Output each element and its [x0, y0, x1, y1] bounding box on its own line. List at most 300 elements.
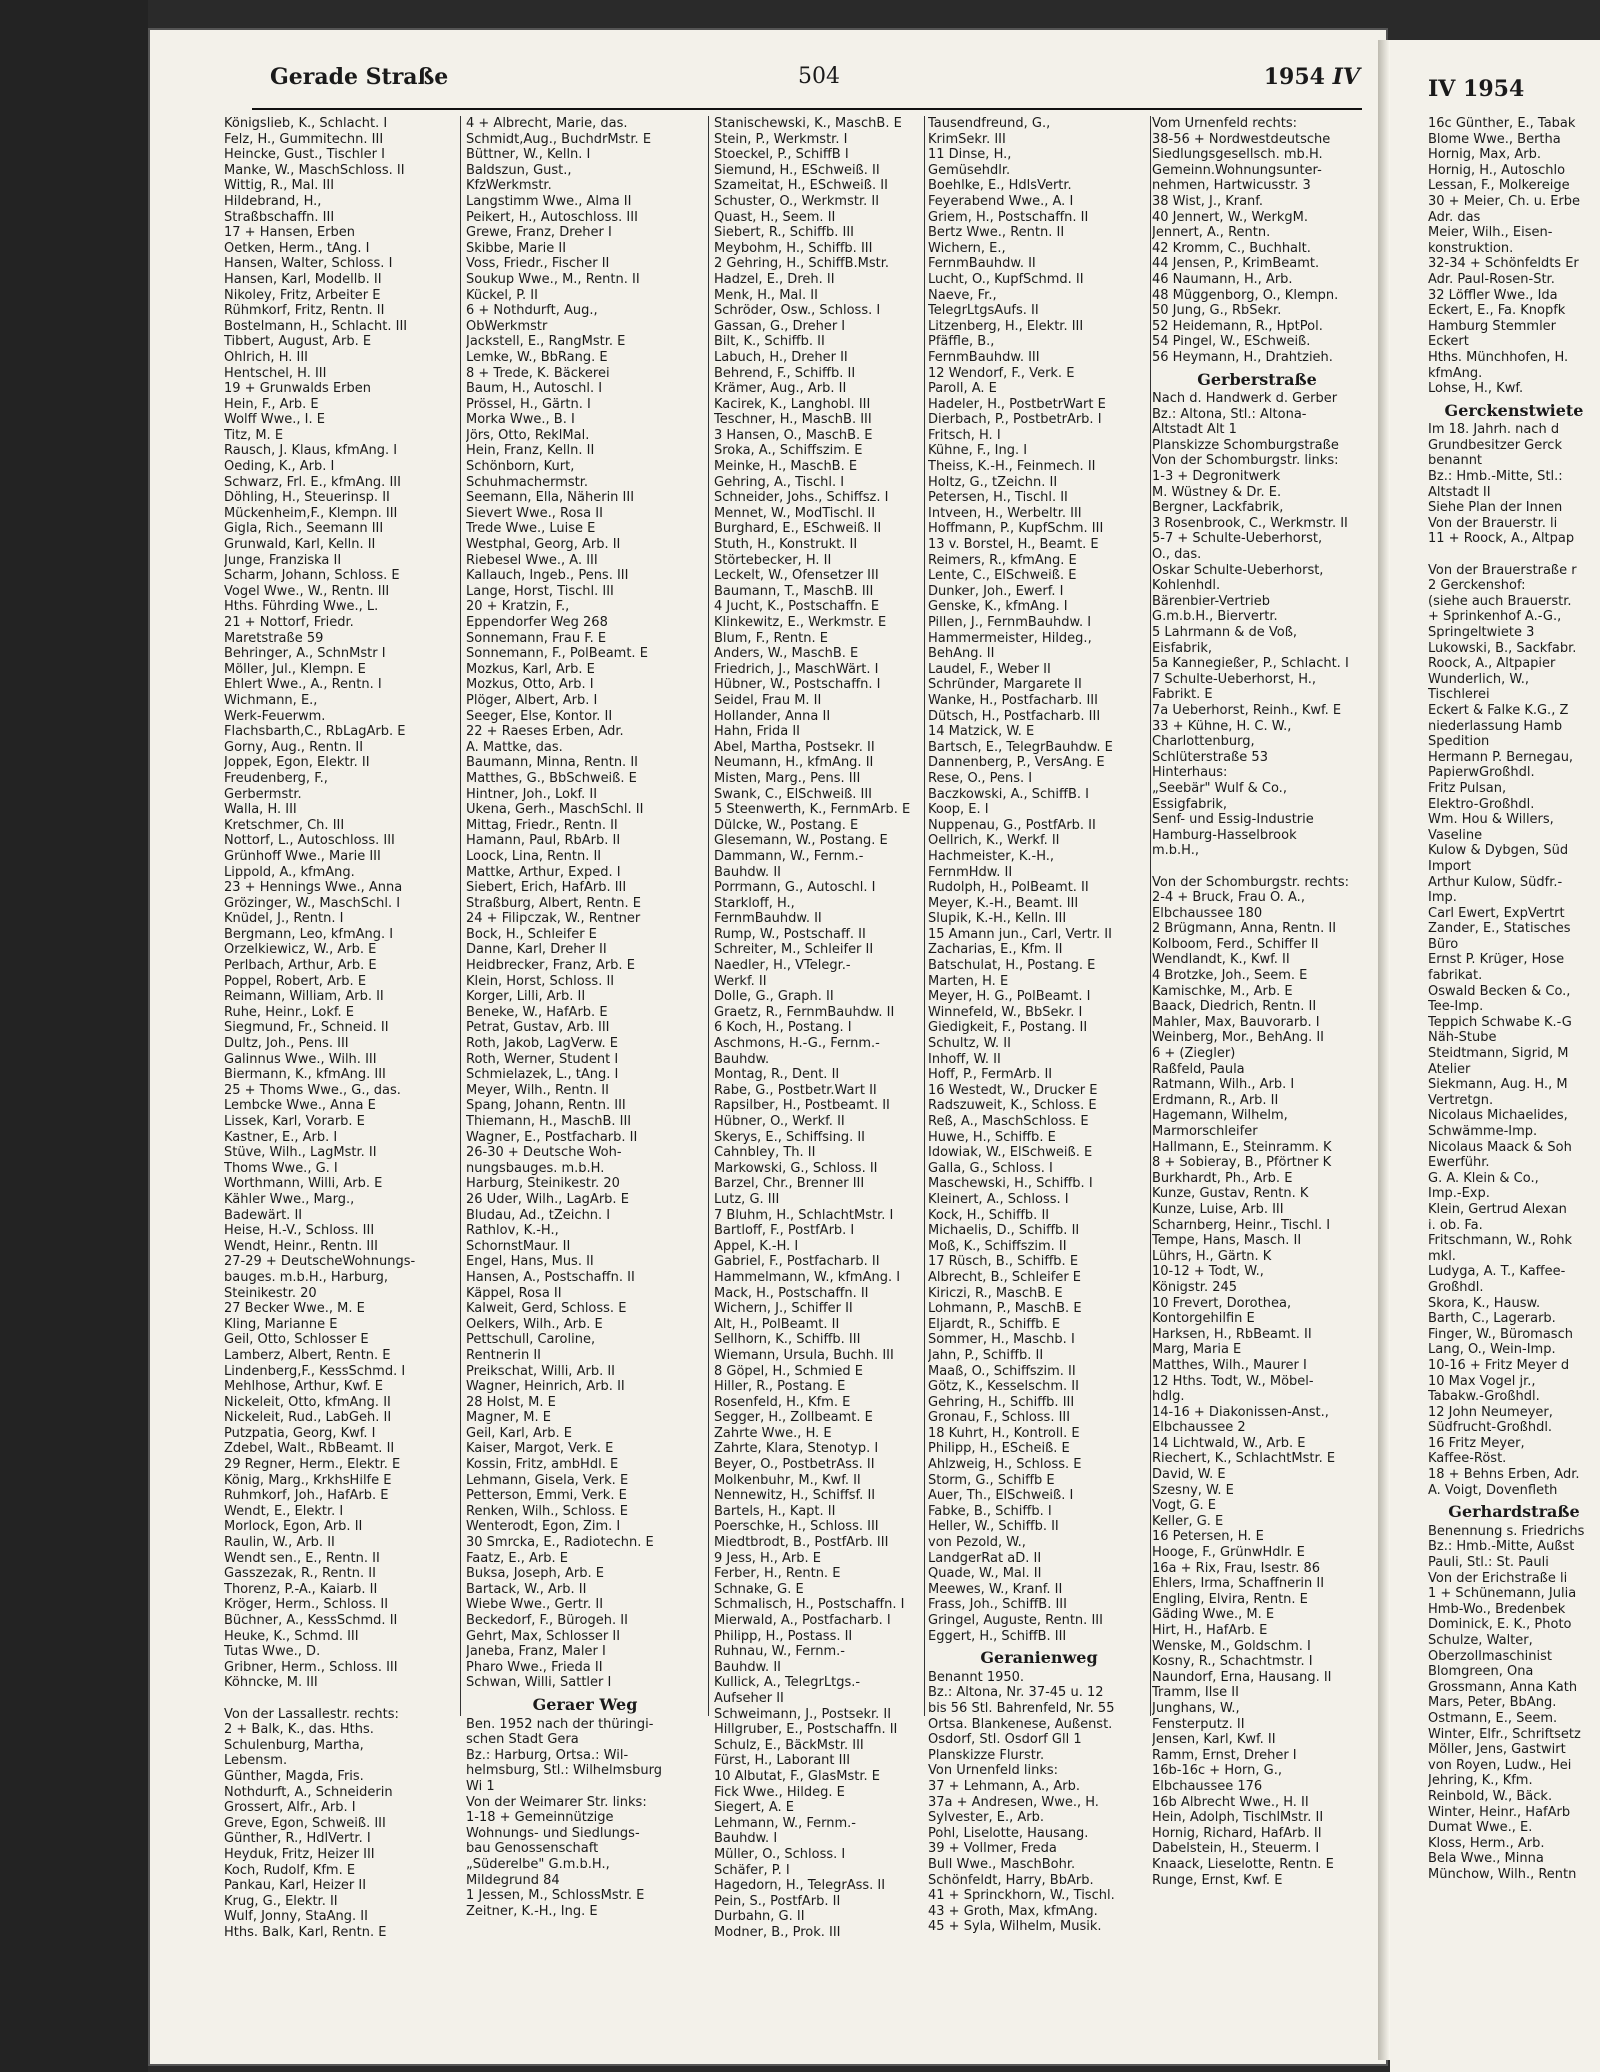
directory-entry: Krämer, Aug., Arb. II: [714, 381, 847, 397]
column-divider: [1150, 116, 1151, 1716]
directory-entry: Segger, H., Zollbeamt. E: [714, 1410, 873, 1426]
directory-entry: O., das.: [1152, 547, 1202, 563]
directory-entry: Bauhdw. II: [714, 1659, 781, 1675]
directory-entry: Seidel, Frau M. II: [714, 692, 822, 708]
directory-entry: Naedler, H., VTelegr.-: [714, 958, 851, 974]
directory-entry: Mückenheim,F., Klempn. III: [224, 505, 398, 521]
directory-entry: Worthmann, Willi, Arb. E: [224, 1176, 383, 1192]
directory-entry: Trede Wwe., Luise E: [466, 521, 596, 537]
directory-entry: 37a + Andresen, Wwe., H.: [928, 1794, 1099, 1810]
directory-entry: + Sprinkenhof A.-G.,: [1428, 609, 1562, 625]
directory-entry: Lutz, G. III: [714, 1191, 780, 1207]
directory-entry: Winter, Elfr., Schriftsetz: [1428, 1726, 1581, 1742]
directory-entry: Hirt, H., HafArb. E: [1152, 1623, 1268, 1638]
directory-entry: Porrmann, G., Autoschl. I: [714, 880, 876, 896]
directory-entry: Theiss, K.-H., Feinmech. II: [928, 459, 1096, 475]
directory-entry: Import: [1428, 858, 1472, 874]
directory-entry: Bartloff, F., PostfArb. I: [714, 1223, 855, 1239]
directory-entry: Griem, H., Postschaffn. II: [928, 209, 1089, 225]
directory-entry: Bilt, K., Schiffb. II: [714, 334, 825, 350]
directory-entry: Prössel, H., Gärtn. I: [466, 396, 591, 412]
directory-entry: Sellhorn, K., Schiffb. III: [714, 1332, 861, 1348]
directory-entry: Tischlerei: [1428, 687, 1490, 703]
directory-entry: Skora, K., Hausw.: [1428, 1295, 1541, 1311]
directory-entry: Heidbrecker, Franz, Arb. E: [466, 958, 635, 974]
directory-entry: 10 Max Vogel jr.,: [1428, 1373, 1536, 1389]
directory-entry: Kühne, F., Ing. I: [928, 443, 1028, 459]
directory-entry: Pettschull, Caroline,: [466, 1332, 596, 1348]
directory-entry: Eljardt, R., Schiffb. E: [928, 1316, 1061, 1332]
directory-entry: Grossert, Alfr., Arb. I: [224, 1800, 356, 1816]
directory-entry: nungsbauges. m.b.H.: [466, 1160, 605, 1176]
directory-entry: Kullick, A., TelegrLtgs.-: [714, 1675, 861, 1691]
directory-entry: Idowiak, W., ElSchweiß. E: [928, 1145, 1093, 1161]
directory-entry: Galla, G., Schloss. I: [928, 1160, 1053, 1176]
directory-entry: Schönborn, Kurt,: [466, 459, 575, 475]
directory-entry: Ruhe, Heinr., Lokf. E: [224, 1004, 354, 1020]
directory-entry: Stüve, Wilh., LagMstr. II: [224, 1145, 377, 1161]
street-section-heading: Geranienweg: [980, 1648, 1098, 1668]
directory-entry: Tramm, Ilse II: [1152, 1685, 1239, 1701]
directory-entry: bauges. m.b.H., Harburg,: [224, 1269, 388, 1285]
directory-entry: Kolboom, Ferd., Schiffer II: [1152, 936, 1319, 952]
directory-entry: Müller, O., Schloss. I: [714, 1846, 846, 1862]
directory-entry: Kamischke, M., Arb. E: [1152, 983, 1293, 999]
directory-entry: Kallauch, Ingeb., Pens. III: [466, 568, 629, 584]
directory-entry: Aschmons, H.-G., Fernm.-: [714, 1036, 880, 1052]
directory-entry: Döhling, H., Steuerinsp. II: [224, 490, 390, 506]
directory-entry: Lembcke Wwe., Anna E: [224, 1098, 376, 1114]
directory-entry: 5-7 + Schulte-Ueberhorst,: [1152, 531, 1323, 547]
directory-entry: Felz, H., Gummitechn. III: [224, 131, 384, 147]
directory-entry: Hildebrand, H.,: [224, 193, 322, 209]
directory-entry: Elbchaussee 2: [1152, 1420, 1246, 1436]
directory-entry: Eckert & Falke K.G., Z: [1428, 702, 1569, 718]
directory-entry: Schuhmachermstr.: [466, 474, 589, 490]
directory-entry: Stanischewski, K., MaschB. E: [714, 116, 902, 131]
directory-entry: Gäding Wwe., M. E: [1152, 1607, 1275, 1623]
directory-entry: Köhncke, M. III: [224, 1675, 318, 1691]
directory-entry: Sonnemann, Frau F. E: [466, 630, 607, 646]
directory-entry: 2-4 + Bruck, Frau O. A.,: [1152, 890, 1305, 906]
directory-entry: König, Marg., KrkhsHilfe E: [224, 1472, 392, 1488]
directory-entry: niederlassung Hamb: [1428, 718, 1563, 734]
directory-entry: Wunderlich, W.,: [1428, 671, 1529, 687]
directory-entry: Titz, M. E: [224, 427, 284, 443]
directory-entry: Imp.: [1428, 890, 1457, 906]
directory-entry: FernmBauhdw. II: [928, 256, 1036, 272]
directory-entry: Beneke, W., HafArb. E: [466, 1004, 608, 1020]
directory-entry: Bärenbier-Vertrieb: [1152, 593, 1271, 609]
directory-entry: Götz, K., Kesselschm. II: [928, 1379, 1079, 1395]
directory-entry: Grossmann, Anna Kath: [1428, 1679, 1578, 1695]
directory-entry: Burghard, E., ESchweiß. II: [714, 521, 882, 537]
directory-entry: Mars, Peter, BbAng.: [1428, 1695, 1557, 1711]
directory-entry: 45 + Syla, Wilhelm, Musik.: [928, 1919, 1102, 1935]
directory-entry: Bauhdw. II: [714, 864, 781, 880]
directory-entry: schen Stadt Gera: [466, 1732, 579, 1748]
directory-entry: Frass, Joh., SchiffB. III: [928, 1597, 1067, 1613]
directory-entry: Menk, H., Mal. II: [714, 287, 818, 303]
directory-entry: Markowski, G., Schloss. II: [714, 1160, 878, 1176]
directory-entry: Blome Wwe., Bertha: [1428, 131, 1561, 147]
directory-entry: Schwämme-Imp.: [1428, 1124, 1538, 1139]
column-divider: [460, 116, 461, 1716]
directory-entry: Wiebe Wwe., Gertr. II: [466, 1597, 604, 1613]
directory-entry: Lippold, A., kfmAng.: [224, 864, 355, 880]
directory-entry: Ewerführ.: [1428, 1155, 1490, 1171]
directory-entry: Gehring, A., Tischl. I: [714, 474, 845, 490]
directory-entry: Siebert, R., Schiffb. III: [714, 225, 855, 241]
directory-entry: Straßburg, Albert, Rentn. E: [466, 895, 641, 911]
directory-entry: Behrend, F., Schiffb. II: [714, 365, 856, 381]
directory-entry: Schwan, Willi, Sattler I: [466, 1675, 612, 1691]
directory-entry: Zander, E., Statisches: [1428, 921, 1571, 937]
directory-entry: Winnefeld, W., BbSekr. I: [928, 1004, 1083, 1020]
directory-entry: Marten, H. E: [928, 973, 1009, 989]
directory-entry: Näh-Stube: [1428, 1030, 1497, 1046]
directory-entry: Ernst P. Krüger, Hose: [1428, 952, 1565, 968]
directory-entry: 22 + Raeses Erben, Adr.: [466, 724, 624, 740]
column-divider: [708, 116, 709, 1716]
directory-entry: 16b Albrecht Wwe., H. II: [1152, 1794, 1309, 1810]
directory-entry: helmsburg, Stl.: Wilhelmsburg: [466, 1763, 662, 1779]
directory-entry: Runge, Ernst, Kwf. E: [1152, 1872, 1283, 1888]
directory-entry: Sonnemann, F., PolBeamt. E: [466, 646, 648, 662]
directory-entry: Raulin, W., Arb. II: [224, 1535, 335, 1551]
directory-entry: Kretschmer, Ch. III: [224, 817, 345, 833]
directory-entry: Riechert, K., SchlachtMstr. E: [1152, 1451, 1336, 1467]
directory-entry: Plöger, Albert, Arb. I: [466, 692, 598, 708]
directory-entry: A. Mattke, das.: [466, 739, 563, 755]
directory-entry: „Seebär" Wulf & Co.,: [1152, 780, 1287, 796]
directory-entry: Hadeler, H., PostbetrWart E: [928, 396, 1106, 412]
directory-entry: 54 Pingel, W., ESchweiß.: [1152, 334, 1311, 350]
directory-entry: Philipp, H., EScheiß. E: [928, 1441, 1070, 1457]
directory-entry: Gemüsehdlr.: [928, 162, 1011, 178]
directory-entry: Bela Wwe., Minna: [1428, 1851, 1544, 1867]
directory-entry: 16c Günther, E., Tabak: [1428, 116, 1576, 131]
directory-entry: Meinke, H., MaschB. E: [714, 459, 858, 475]
directory-entry: 17 Rüsch, B., Schiffb. E: [928, 1254, 1079, 1270]
directory-entry: Petersen, H., Tischl. II: [928, 490, 1068, 506]
directory-entry: 5a Kannegießer, P., Schlacht. I: [1152, 656, 1349, 672]
directory-entry: Wanke, H., Postfacharb. III: [928, 692, 1098, 708]
directory-entry: Dolle, G., Graph. II: [714, 989, 834, 1005]
directory-entry: Kröger, Herm., Schloss. II: [224, 1597, 389, 1613]
directory-entry: Quast, H., Seem. II: [714, 209, 836, 225]
directory-entry: Gemeinn.Wohnungsunter-: [1152, 162, 1322, 178]
directory-entry: Pein, S., PostfArb. II: [714, 1893, 841, 1909]
directory-entry: Nicolaus Michaelides,: [1428, 1108, 1568, 1124]
directory-entry: 1-18 + Gemeinnützige: [466, 1810, 614, 1826]
directory-entry: benannt: [1428, 453, 1483, 469]
directory-entry: Greve, Egon, Schweiß. III: [224, 1815, 386, 1831]
directory-entry: Orzelkiewicz, W., Arb. E: [224, 942, 377, 958]
directory-entry: Siemund, H., ESchweiß. II: [714, 162, 880, 178]
directory-entry: Hooge, F., GrünwHdlr. E: [1152, 1545, 1305, 1561]
directory-entry: Teschner, H., MaschB. III: [714, 412, 872, 428]
directory-entry: bis 56 Stl. Bahrenfeld, Nr. 55: [928, 1700, 1115, 1716]
directory-entry: Skerys, E., Schiffsing. II: [714, 1129, 866, 1145]
directory-entry: Radszuweit, K., Schloss. E: [928, 1098, 1097, 1114]
directory-entry: Jahn, P., Schiffb. II: [928, 1347, 1044, 1363]
directory-entry: Meyer, Wilh., Rentn. II: [466, 1082, 609, 1098]
directory-entry: Genske, K., kfmAng. I: [928, 599, 1068, 615]
directory-entry: Klinkewitz, E., Werkmstr. E: [714, 615, 887, 630]
directory-entry: TelegrLtgsAufs. II: [928, 303, 1039, 319]
directory-entry: Kossin, Fritz, ambHdl. E: [466, 1457, 619, 1473]
directory-entry: Wendlandt, K., Kwf. II: [1152, 952, 1290, 968]
directory-entry: Alt, H., PolBeamt. II: [714, 1316, 840, 1332]
directory-entry: Geil, Otto, Schlosser E: [224, 1332, 369, 1348]
directory-entry: Flachsbarth,C., RbLagArb. E: [224, 724, 406, 740]
directory-entry: Marg, Maria E: [1152, 1342, 1242, 1358]
directory-entry: A. Voigt, Dovenfleth: [1428, 1482, 1558, 1498]
directory-entry: Putzpatia, Georg, Kwf. I: [224, 1425, 376, 1441]
directory-entry: Engling, Elvira, Rentn. E: [1152, 1591, 1308, 1607]
header-rule: [252, 108, 1362, 110]
directory-entry: Wittig, R., Mal. III: [224, 178, 335, 194]
directory-entry: 32-34 + Schönfeldts Er: [1428, 256, 1579, 272]
directory-entry: Mierwald, A., Postfacharb. I: [714, 1613, 891, 1628]
directory-entry: Rosenfeld, H., Kfm. E: [714, 1394, 851, 1410]
directory-entry: Dütsch, H., Postfacharb. III: [928, 708, 1101, 724]
directory-entry: Storm, G., Schiffb E: [928, 1472, 1055, 1488]
directory-entry: Baldszun, Gust.,: [466, 162, 572, 178]
directory-entry: 16b-16c + Horn, G.,: [1152, 1763, 1283, 1779]
directory-entry: 11 Dinse, H.,: [928, 147, 1012, 163]
directory-entry: Schwarz, Frl. E., kfmAng. III: [224, 474, 401, 490]
directory-entry: Fick Wwe., Hildeg. E: [714, 1784, 845, 1800]
directory-entry: Kohlenhdl.: [1152, 578, 1221, 594]
directory-entry: Senf- und Essig-Industrie: [1152, 812, 1314, 828]
directory-entry: Kock, H., Schiffb. II: [928, 1207, 1050, 1223]
directory-entry: Mehlhose, Arthur, Kwf. E: [224, 1379, 383, 1395]
directory-entry: 25 + Thoms Wwe., G., das.: [224, 1082, 401, 1098]
directory-entry: Lamberz, Albert, Rentn. E: [224, 1347, 391, 1363]
directory-entry: 44 Jensen, P., KrimBeamt.: [1152, 256, 1320, 272]
directory-entry: Straßbschaffn. III: [224, 209, 335, 225]
directory-entry: Reimers, R., kfmAng. E: [928, 552, 1077, 568]
directory-entry: Intveen, H., Werbeltr. III: [928, 505, 1082, 521]
directory-entry: Pohl, Liselotte, Hausang.: [928, 1825, 1089, 1841]
directory-entry: Oberzollmaschinist: [1428, 1648, 1552, 1664]
directory-entry: Carl Ewert, ExpVertrt: [1428, 905, 1565, 921]
directory-entry: Barth, C., Lagerarb.: [1428, 1311, 1556, 1327]
directory-entry: Jennert, A., Rentn.: [1152, 225, 1271, 241]
directory-entry: Krug, G., Elektr. II: [224, 1893, 338, 1909]
directory-entry: Lemke, W., BbRang. E: [466, 349, 608, 365]
directory-entry: Durbahn, G. II: [714, 1909, 805, 1925]
directory-entry: 16 Petersen, H. E: [1152, 1529, 1264, 1545]
directory-entry: Montag, R., Dent. II: [714, 1067, 840, 1083]
directory-entry: „Süderelbe" G.m.b.H.,: [466, 1856, 610, 1872]
directory-entry: konstruktion.: [1428, 240, 1514, 256]
directory-entry: [1152, 859, 1362, 875]
directory-entry: Gasszezak, R., Rentn. II: [224, 1566, 376, 1582]
directory-entry: Jehring, K., Kfm.: [1428, 1773, 1533, 1789]
directory-entry: Knüdel, J., Rentn. I: [224, 911, 344, 927]
directory-entry: Teppich Schwabe K.-G: [1428, 1014, 1572, 1030]
directory-entry: Galinnus Wwe., Wilh. III: [224, 1051, 377, 1067]
directory-entry: von Royen, Ludw., Hei: [1428, 1757, 1572, 1773]
directory-entry: 8 + Sobieray, B., Pförtner K: [1152, 1155, 1332, 1171]
directory-entry: Thorenz, P.-A., Kaiarb. II: [224, 1581, 378, 1597]
directory-entry: Dabelstein, H., Steuerm. I: [1152, 1841, 1320, 1857]
directory-entry: Starkloff, H.,: [714, 895, 795, 911]
directory-entry: Tabakw.-Großhdl.: [1428, 1389, 1540, 1405]
directory-entry: Meyer, H. G., PolBeamt. I: [928, 989, 1091, 1005]
directory-entry: 7a Ueberhorst, Reinh., Kwf. E: [1152, 702, 1342, 718]
directory-entry: Vom Urnenfeld rechts:: [1152, 116, 1298, 131]
directory-entry: Kacirek, K., Langhobl. III: [714, 396, 871, 412]
directory-entry: Poerschke, H., Schloss. III: [714, 1519, 879, 1535]
directory-entry: Wiemann, Ursula, Buchh. III: [714, 1347, 894, 1363]
directory-entry: Rudolph, H., PolBeamt. II: [928, 880, 1089, 896]
directory-entry: Münchow, Wilh., Rentn: [1428, 1866, 1577, 1882]
directory-entry: Winter, Heinr., HafArb: [1428, 1804, 1571, 1820]
directory-entry: 28 Holst, M. E: [466, 1394, 556, 1410]
directory-entry: Bauhdw.: [714, 1051, 770, 1067]
directory-entry: Boehlke, E., HdlsVertr.: [928, 178, 1072, 194]
directory-entry: 52 Heidemann, R., HptPol.: [1152, 318, 1323, 334]
directory-entry: nehmen, Hartwicusstr. 3: [1152, 178, 1311, 194]
directory-entry: Mozkus, Karl, Arb. E: [466, 661, 595, 677]
directory-entry: Lange, Horst, Tischl. III: [466, 583, 614, 599]
directory-entry: Wendt, E., Elektr. I: [224, 1503, 344, 1519]
directory-entry: FernmBauhdw. II: [714, 911, 822, 927]
directory-entry: Baczkowski, A., SchiffB. I: [928, 786, 1089, 802]
directory-entry: Schultz, W. II: [928, 1036, 1011, 1052]
directory-entry: 4 Brotzke, Joh., Seem. E: [1152, 968, 1308, 984]
directory-entry: David, W. E: [1152, 1467, 1226, 1483]
directory-entry: Roock, A., Altpapier: [1428, 656, 1556, 672]
directory-entry: 4 Jucht, K., Postschaffn. E: [714, 599, 880, 615]
directory-entry: Oeding, K., Arb. I: [224, 459, 335, 475]
directory-entry: Hornig, H., Autoschlo: [1428, 162, 1566, 178]
directory-entry: Kling, Marianne E: [224, 1316, 338, 1332]
directory-entry: Matthes, G., BbSchweiß. E: [466, 770, 637, 786]
directory-entry: 50 Jung, G., RbSekr.: [1152, 303, 1282, 319]
directory-entry: Pauli, Stl.: St. Pauli: [1428, 1555, 1549, 1571]
directory-entry: Dammann, W., Fernm.-: [714, 848, 864, 864]
directory-entry: Zeitner, K.-H., Ing. E: [466, 1903, 598, 1919]
directory-entry: M. Wüstney & Dr. E.: [1152, 484, 1282, 500]
directory-entry: Planskizze Flurstr.: [928, 1747, 1045, 1763]
directory-entry: Kaiser, Margot, Verk. E: [466, 1441, 614, 1457]
directory-entry: Großhdl.: [1428, 1279, 1484, 1295]
column-4: [928, 116, 1150, 2016]
directory-entry: Südfrucht-Großhdl.: [1428, 1420, 1553, 1436]
directory-entry: Fritz Pulsan,: [1428, 780, 1507, 796]
directory-entry: 32 Löffler Wwe., Ida: [1428, 287, 1558, 303]
directory-entry: Altstadt II: [1428, 484, 1491, 500]
directory-entry: Friedrich, J., MaschWärt. I: [714, 661, 879, 677]
directory-entry: Modner, B., Prok. III: [714, 1924, 841, 1940]
directory-entry: 42 Kromm, C., Buchhalt.: [1152, 240, 1311, 256]
directory-entry: Dultz, Joh., Pens. III: [224, 1036, 349, 1052]
directory-entry: Wagner, Heinrich, Arb. II: [466, 1379, 625, 1395]
directory-entry: Von Urnenfeld links:: [928, 1763, 1059, 1779]
directory-entry: Raßfeld, Paula: [1152, 1061, 1245, 1077]
directory-entry: Störtebecker, H. II: [714, 552, 832, 568]
directory-entry: 27-29 + DeutscheWohnungs-: [224, 1254, 416, 1270]
directory-entry: Nennewitz, H., Schiffsf. II: [714, 1488, 876, 1504]
directory-entry: Neumann, H., kfmAng. II: [714, 755, 874, 771]
directory-entry: Eckert, E., Fa. Knopfk: [1428, 303, 1566, 319]
directory-entry: Schulze, Walter,: [1428, 1633, 1533, 1648]
directory-entry: Siegert, A. E: [714, 1800, 794, 1816]
directory-entry: Hoffmann, P., KupfSchm. III: [928, 521, 1104, 537]
directory-entry: Schönfeldt, Harry, BbArb.: [928, 1872, 1094, 1888]
directory-entry: Gribner, Herm., Schloss. III: [224, 1659, 398, 1675]
directory-entry: Szameitat, H., ESchweiß. II: [714, 178, 888, 194]
directory-entry: Möller, Jul., Klempn. E: [224, 661, 366, 677]
directory-entry: Burkhardt, Ph., Arb. E: [1152, 1170, 1293, 1186]
directory-entry: Steidtmann, Sigrid, M: [1428, 1046, 1569, 1062]
directory-entry: Käppel, Rosa II: [466, 1285, 562, 1301]
directory-entry: 8 + Trede, K. Bäckerei: [466, 365, 610, 381]
directory-entry: 13 v. Borstel, H., Beamt. E: [928, 537, 1099, 553]
directory-entry: 38 Wist, J., Kranf.: [1152, 193, 1264, 209]
directory-entry: Kastner, E., Arb. I: [224, 1129, 338, 1145]
street-section-heading: Gerckenstwiete: [1444, 400, 1584, 420]
directory-entry: Siebert, Erich, HafArb. III: [466, 880, 627, 896]
directory-entry: 19 + Grunwalds Erben: [224, 381, 372, 397]
directory-entry: Schmidt,Aug., BuchdrMstr. E: [466, 131, 652, 147]
directory-entry: 12 John Neumeyer,: [1428, 1404, 1553, 1420]
directory-entry: Danne, Karl, Dreher II: [466, 942, 607, 958]
directory-entry: Kunze, Gustav, Rentn. K: [1152, 1186, 1309, 1202]
directory-entry: Adr. Paul-Rosen-Str.: [1428, 271, 1555, 287]
directory-entry: Heller, W., Schiffb. II: [928, 1519, 1059, 1535]
directory-entry: Schründer, Margarete II: [928, 677, 1082, 693]
directory-entry: Magner, M. E: [466, 1410, 551, 1426]
directory-entry: Lucht, O., KupfSchmd. II: [928, 271, 1084, 287]
directory-entry: Gerbermstr.: [224, 786, 302, 802]
directory-entry: Nickeleit, Rud., LabGeh. II: [224, 1410, 392, 1426]
directory-entry: Freudenberg, F.,: [224, 770, 328, 786]
directory-entry: Heise, H.-V., Schloss. III: [224, 1223, 375, 1239]
directory-entry: Ohlrich, H. III: [224, 349, 309, 365]
directory-entry: Beyer, O., PostbetrAss. II: [714, 1457, 875, 1473]
directory-entry: Reß, A., MaschSchloss. E: [928, 1114, 1089, 1129]
directory-entry: Im 18. Jahrh. nach d: [1428, 422, 1560, 438]
directory-entry: 43 + Groth, Max, kfmAng.: [928, 1903, 1098, 1919]
directory-entry: Lohmann, P., MaschB. E: [928, 1301, 1082, 1317]
directory-entry: Finger, W., Büromasch: [1428, 1326, 1573, 1342]
directory-entry: Hths. Balk, Karl, Rentn. E: [224, 1924, 387, 1940]
directory-entry: Wichern, J., Schiffer II: [714, 1301, 853, 1317]
directory-entry: Junghans, W.,: [1152, 1700, 1240, 1716]
directory-entry: 37 + Lehmann, A., Arb.: [928, 1778, 1081, 1794]
directory-entry: Morlock, Egon, Arb. II: [224, 1519, 363, 1535]
directory-entry: Meybohm, H., Schiffb. III: [714, 240, 873, 256]
directory-entry: Holtz, G., tZeichn. II: [928, 474, 1058, 490]
directory-entry: Klein, Horst, Schloss. II: [466, 973, 615, 989]
directory-entry: Albrecht, B., Schleifer E: [928, 1269, 1082, 1285]
directory-entry: 5 Steenwerth, K., FernmArb. E: [714, 802, 911, 818]
directory-entry: 40 Jennert, W., WerkgM.: [1152, 209, 1309, 225]
directory-entry: Büttner, W., Kelln. I: [466, 147, 591, 163]
directory-entry: Mennet, W., ModTischl. II: [714, 505, 876, 521]
directory-entry: Barzel, Chr., Brenner III: [714, 1176, 865, 1192]
directory-entry: Nach d. Handwerk d. Gerber: [1152, 391, 1338, 407]
directory-entry: Bz.: Harburg, Ortsa.: Wil-: [466, 1747, 629, 1763]
directory-entry: Hadzel, E., Dreh. II: [714, 271, 835, 287]
directory-entry: Hansen, Walter, Schloss. I: [224, 256, 393, 272]
